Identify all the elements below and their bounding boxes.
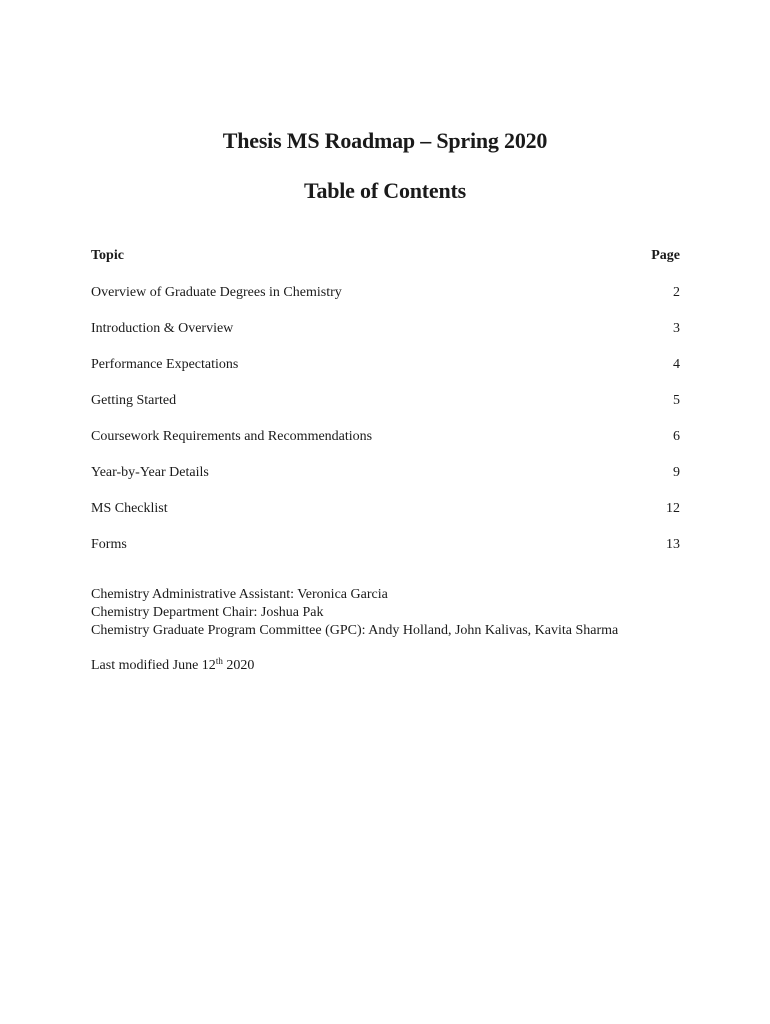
- toc-entry-page: 6: [673, 429, 680, 444]
- toc-entry-topic: MS Checklist: [91, 501, 168, 516]
- admin-assistant-line: Chemistry Administrative Assistant: Veronica Garcia: [91, 587, 388, 602]
- toc-entry-topic: Performance Expectations: [91, 357, 239, 372]
- toc-entry: [91, 392, 680, 428]
- toc-entry: [91, 284, 680, 320]
- toc-entry-page: 12: [666, 501, 680, 516]
- toc-entry-page: 5: [673, 393, 680, 408]
- toc-heading: Table of Contents: [303, 178, 467, 203]
- last-modified-ordinal: th: [215, 656, 223, 666]
- toc-header-page: Page: [651, 248, 680, 263]
- toc-header-topic: Topic: [91, 248, 124, 263]
- toc-entry-page: 9: [673, 465, 680, 480]
- toc-entry: [91, 428, 680, 464]
- toc-entry-topic: Year-by-Year Details: [91, 465, 209, 480]
- toc-header: [91, 248, 680, 264]
- toc-entry-page: 13: [666, 537, 680, 552]
- toc-entry-topic: Coursework Requirements and Recommendations: [91, 429, 373, 444]
- last-modified-prefix: Last modified June 12: [91, 658, 216, 673]
- toc-entry-topic: Introduction & Overview: [91, 321, 234, 336]
- last-modified-year: 2020: [222, 658, 255, 673]
- toc-entry-topic: Getting Started: [91, 393, 177, 408]
- toc-list: [91, 284, 680, 572]
- last-modified-line: [91, 657, 254, 675]
- toc-entry: [91, 356, 680, 392]
- toc-entry-page: 3: [673, 321, 680, 336]
- contacts-block: [91, 586, 618, 640]
- toc-entry-page: 4: [673, 357, 680, 372]
- toc-entry: [91, 320, 680, 356]
- toc-entry-topic: Forms: [91, 537, 127, 552]
- toc-entry-page: 2: [673, 285, 680, 300]
- toc-entry-topic: Overview of Graduate Degrees in Chemistry: [91, 285, 342, 300]
- toc-entry: [91, 536, 680, 572]
- department-chair-line: Chemistry Department Chair: Joshua Pak: [91, 605, 324, 620]
- toc-entry: [91, 464, 680, 500]
- document-title: Thesis MS Roadmap – Spring 2020: [222, 128, 548, 153]
- toc-entry: [91, 500, 680, 536]
- gpc-line: Chemistry Graduate Program Committee (GPC): Andy Holland, John Kalivas, Kavita Sharma: [91, 623, 619, 638]
